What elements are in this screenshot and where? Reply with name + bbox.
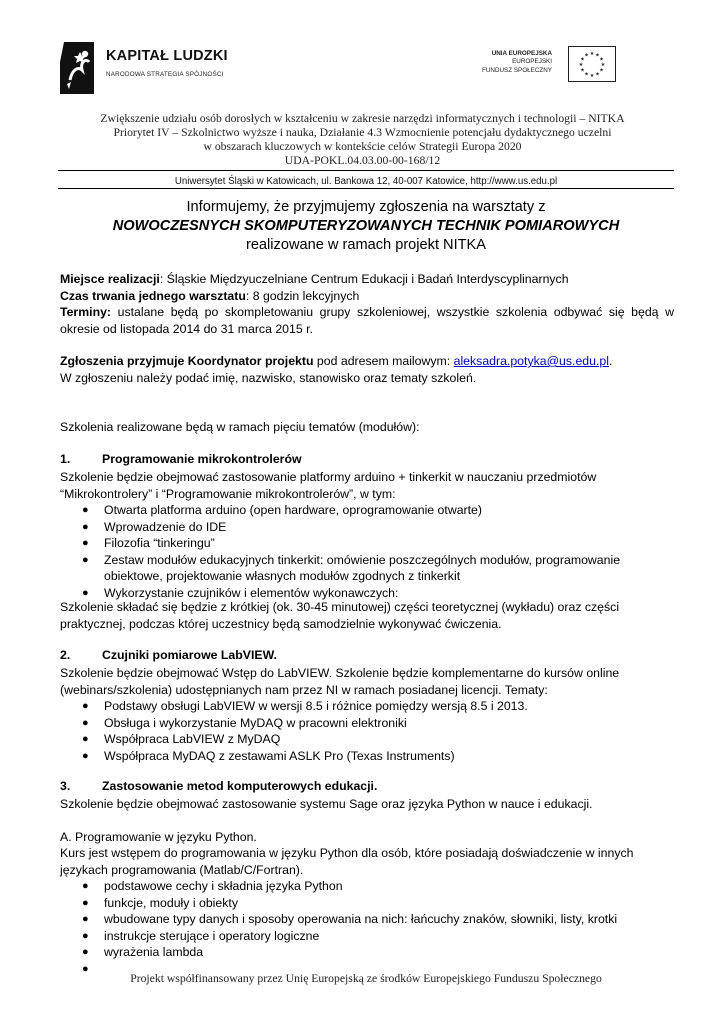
bullet-icon: ● — [82, 716, 89, 729]
list-item — [82, 519, 674, 536]
bullet-icon: ● — [82, 962, 89, 975]
duration-value: : 8 godzin lekcyjnych — [245, 289, 360, 303]
list-item — [82, 698, 674, 715]
module-2-title: Czujniki pomiarowe LabVIEW. — [102, 648, 277, 662]
bullet-icon: ● — [82, 537, 89, 550]
list-item — [82, 502, 674, 519]
announcement-line-1: Informujemy, że przyjmujemy zgłoszenia na warsztaty z — [186, 199, 546, 215]
eu-line-2: EUROPEJSKI — [512, 58, 552, 66]
project-code: UDA-POKL.04.03.00-00-168/12 — [284, 154, 441, 167]
kapital-ludzki-emblem-icon — [58, 40, 98, 96]
svg-text:★: ★ — [600, 62, 606, 68]
svg-text:★: ★ — [584, 52, 589, 59]
module-1-list — [82, 502, 674, 602]
list-item — [82, 944, 674, 961]
place-label: Miejsce realizacji — [60, 272, 160, 286]
bullet-icon: ● — [82, 553, 89, 566]
list-item-text: Zestaw modułów edukacyjnych tinkerkit: omówienie poszczególnych modułów, programowanie obiektowe, projektowanie własnych modułów zgodnych z tinkerkit — [104, 552, 621, 584]
kapital-ludzki-subtitle: NARODOWA STRATEGIA SPÓJNOŚCI — [106, 71, 224, 78]
bullet-icon: ● — [82, 733, 89, 746]
svg-text:★: ★ — [589, 73, 595, 79]
module-3-subsection-title: A. Programowanie w języku Python. — [60, 830, 257, 844]
list-item-text: Otwarta platforma arduino (open hardware, oprogramowanie otwarte) — [104, 503, 482, 517]
bullet-icon: ● — [82, 929, 89, 942]
list-item — [82, 731, 674, 748]
list-item-text: Współpraca LabVIEW z MyDAQ — [104, 732, 281, 747]
header-divider-bottom — [58, 188, 674, 189]
bullet-icon: ● — [82, 896, 89, 909]
bullet-icon: ● — [82, 913, 89, 926]
university-address: Uniwersytet Śląski w Katowicach, ul. Bankowa 12, 40-007 Katowice, http://www.us.edu.pl — [174, 176, 558, 187]
header-divider-top — [58, 170, 674, 171]
list-item — [82, 928, 674, 945]
svg-text:★: ★ — [580, 56, 585, 63]
bullet-icon: ● — [82, 946, 89, 959]
list-item — [82, 895, 674, 912]
list-item-text: instrukcje sterujące i operatory logiczne — [104, 928, 320, 943]
list-item-text: Filozofia “tinkeringu” — [104, 536, 215, 551]
contact-line — [60, 353, 674, 370]
list-item — [82, 715, 674, 732]
list-item-text: Wprowadzenie do IDE — [104, 519, 227, 534]
list-item — [82, 878, 674, 895]
project-line-3: w obszarach kluczowych w kontekście celów Strategii Europa 2020 — [203, 140, 522, 153]
svg-text:★: ★ — [595, 71, 600, 78]
list-item — [82, 552, 674, 585]
list-item — [82, 748, 674, 765]
module-3-description: Szkolenie będzie obejmować zastosowanie systemu Sage oraz języka Python w nauce i edukacji. — [60, 797, 593, 811]
eu-flag-icon — [568, 46, 616, 82]
project-line-1: Zwiększenie udziału osób dorosłych w kształceniu w zakresie narzędzi informatycznych i technologii – NITKA — [100, 112, 625, 125]
eu-line-1: UNIA EUROPEJSKA — [491, 50, 552, 57]
announcement — [58, 198, 674, 255]
footer-cofinancing: Projekt współfinansowany przez Unię Europejską ze środków Europejskiego Funduszu Społecznego — [130, 972, 602, 985]
eu-line-3: FUNDUSZ SPOŁECZNY — [482, 66, 552, 74]
bullet-icon: ● — [82, 700, 89, 712]
duration-line — [60, 288, 674, 305]
bullet-icon: ● — [82, 749, 89, 762]
svg-text:★: ★ — [580, 67, 585, 74]
module-3-title: Zastosowanie metod komputerowych edukacji. — [102, 779, 378, 793]
contact-text: pod adresem mailowym: — [313, 354, 454, 368]
eu-text — [482, 50, 552, 75]
svg-text:★: ★ — [599, 56, 604, 63]
workshop-title: NOWOCZESNYCH SKOMPUTERYZOWANYCH TECHNIK POMIAROWYCH — [112, 218, 620, 234]
module-3-subsection-description: Kurs jest wstępem do programowania w języku Python dla osób, które posiadają doświadczenie w innych językach programowania (Matlab/C/Fortran). — [60, 846, 634, 877]
modules-intro: Szkolenia realizowane będą w ramach pięciu tematów (modułów): — [60, 420, 420, 434]
module-1-number: 1. — [60, 452, 71, 466]
svg-text:★: ★ — [589, 51, 595, 57]
place-line — [60, 271, 674, 288]
list-item-text: Obsługa i wykorzystanie MyDAQ w pracowni elektroniki — [104, 715, 407, 730]
bullet-icon: ● — [82, 880, 89, 892]
place-value: : Śląskie Międzyuczelniane Centrum Edukacji i Badań Interdyscyplinarnych — [159, 272, 569, 286]
duration-label: Czas trwania jednego warsztatu — [60, 289, 246, 303]
list-item-text: wyrażenia lambda — [104, 945, 204, 960]
module-3-list — [82, 878, 674, 978]
list-item-text: Podstawy obsługi LabVIEW w wersji 8.5 i różnice pomiędzy wersją 8.5 i 2013. — [104, 699, 528, 713]
svg-text:★: ★ — [584, 71, 589, 78]
kapital-ludzki-title: KAPITAŁ LUDZKI — [106, 48, 228, 64]
terms-paragraph — [60, 304, 674, 337]
list-item-text: Wykorzystanie czujników i elementów wykonawczych: — [104, 585, 399, 600]
bullet-icon: ● — [82, 504, 89, 516]
svg-text:★: ★ — [578, 62, 584, 68]
contact-end: . — [608, 354, 613, 368]
bullet-icon: ● — [82, 520, 89, 533]
terms-label: Terminy: — [60, 305, 112, 319]
module-3-number: 3. — [60, 779, 71, 793]
module-1-description: Szkolenie będzie obejmować zastosowanie platformy arduino + tinkerkit w nauczaniu przedmiotów “Mikrokontrolery” i “Programowanie mikrokontrolerów”, w tym: — [60, 470, 597, 501]
list-item-text: wbudowane typy danych i sposoby operowania na nich: łańcuchy znaków, słowniki, listy, krotki — [104, 912, 618, 927]
list-item — [82, 911, 674, 928]
list-item — [82, 535, 674, 552]
project-line-2: Priorytet IV – Szkolnictwo wyższe i nauka, Działanie 4.3 Wzmocnienie potencjału dydaktycznego uczelni — [113, 126, 612, 139]
eu-logo — [466, 50, 616, 90]
module-1-title: Programowanie mikrokontrolerów — [102, 452, 302, 466]
terms-value: ustalane będą po skompletowaniu grupy szkoleniowej, wszystkie szkolenia odbywać się będą w okresie od listopada 2014 do 31 marca 2015 r. — [60, 305, 674, 336]
list-item-text: funkcje, moduły i obiekty — [104, 895, 238, 910]
list-item-text: Współpraca MyDAQ z zestawami ASLK Pro (Texas Instruments) — [104, 748, 455, 763]
list-item-text: podstawowe cechy i składnia języka Python — [104, 879, 343, 893]
announcement-line-3: realizowane w ramach projekt NITKA — [245, 237, 487, 253]
module-2-description: Szkolenie będzie obejmować Wstęp do LabVIEW. Szkolenie będzie komplementarne do kursów online (webinars/szkolenia) udostępnianych nam przez NI w ramach posiadanej licencji. Tematy: — [60, 666, 620, 697]
module-2-list — [82, 698, 674, 764]
contact-email-link[interactable]: aleksadra.potyka@us.edu.pl — [453, 354, 609, 368]
contact-label: Zgłoszenia przyjmuje Koordynator projektu — [60, 354, 314, 368]
kapital-ludzki-logo — [58, 40, 248, 96]
bullet-icon: ● — [82, 586, 89, 599]
svg-text:★: ★ — [599, 67, 604, 74]
svg-text:★: ★ — [595, 52, 600, 59]
module-1-after: Szkolenie składać się będzie z krótkiej (ok. 30-45 minutowej) części teoretycznej (wykładu) oraz części praktycznej, podczas której uczestnicy będą samodzielnie wykonywać ćwiczenia. — [60, 600, 620, 631]
contact-instructions: W zgłoszeniu należy podać imię, nazwisko, stanowisko oraz tematy szkoleń. — [60, 371, 477, 385]
project-info — [60, 112, 665, 168]
module-2-number: 2. — [60, 648, 71, 662]
